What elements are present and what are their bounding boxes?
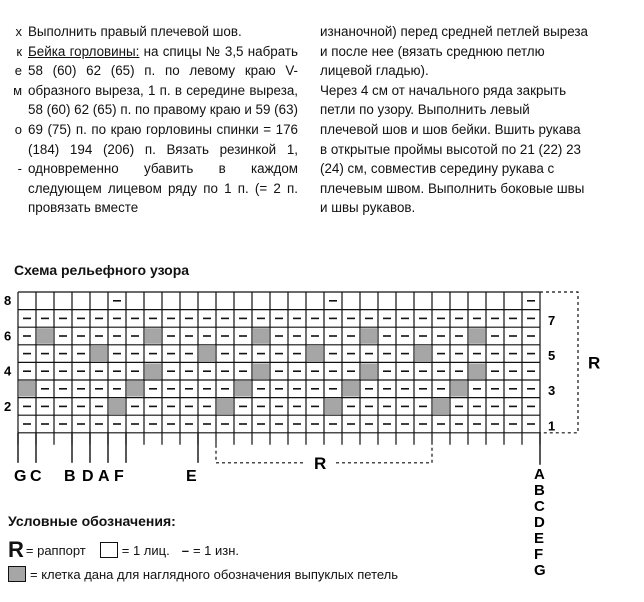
size-label: E [186, 467, 197, 485]
grey-cell [415, 346, 431, 362]
fragment-line: х [15, 24, 22, 39]
row-number-right: 7 [548, 312, 556, 328]
size-label: G [14, 467, 27, 485]
size-label: F [114, 467, 124, 485]
size-label: A [98, 467, 110, 485]
grey-cell [217, 399, 233, 415]
fragment-line: о [14, 121, 22, 137]
knit-square-icon [100, 542, 118, 558]
continuation-paragraph: изнаночной) перед средней петлей выреза и после нее (вязать среднюю петлю лицевой гладью). [320, 24, 588, 79]
fragment-line: м [13, 82, 22, 98]
text-column-1 [28, 22, 298, 218]
size-label: D [82, 467, 94, 485]
size-label-right: B [534, 481, 545, 499]
fragment-line: - [17, 161, 22, 177]
size-label-right: D [534, 513, 545, 531]
repeat-bracket-horizontal [216, 445, 306, 463]
text-column-2 [320, 22, 590, 218]
row-number-left: 2 [4, 398, 12, 414]
size-label-right: C [534, 497, 545, 515]
purl-symbol: – [181, 542, 189, 558]
grey-cell [361, 328, 377, 344]
grey-cell [469, 328, 485, 344]
grey-cell [307, 346, 323, 362]
grey-cell [469, 363, 485, 379]
repeat-label-horizontal: R [314, 453, 327, 473]
grey-cell [37, 328, 53, 344]
shoulder-seam-paragraph: Выполнить правый плечевой шов. [28, 24, 242, 39]
grey-cell [91, 346, 107, 362]
repeat-symbol: R [8, 537, 24, 562]
grey-cell [145, 363, 161, 379]
grey-legend-text: = клетка дана для наглядного обозначения выпуклых петель [30, 566, 399, 582]
grey-cell [19, 381, 35, 397]
row-number-right: 1 [548, 418, 556, 434]
grey-cell [145, 328, 161, 344]
purl-legend-text: = 1 изн. [192, 542, 240, 558]
size-label-right: F [534, 545, 544, 563]
grey-cell [433, 399, 449, 415]
neckband-heading: Бейка горловины: [28, 43, 140, 59]
repeat-bracket-vertical [540, 292, 578, 433]
chart-title: Схема рельефного узора [14, 262, 190, 278]
size-label: C [30, 467, 42, 485]
grey-cell [325, 399, 341, 415]
left-column-fragments [0, 22, 22, 179]
legend-row [8, 566, 398, 582]
grey-cell [253, 328, 269, 344]
legend-row [8, 537, 239, 563]
repeat-label-vertical: R [588, 353, 601, 373]
grey-cell [109, 399, 125, 415]
repeat-bracket-horizontal [336, 445, 432, 463]
grey-cell [253, 363, 269, 379]
knit-legend-text: = 1 лиц. [121, 542, 170, 558]
grey-cell [451, 381, 467, 397]
fragment-line: к [16, 43, 22, 59]
grey-cell [235, 381, 251, 397]
fragment-line: е [14, 63, 22, 79]
neckband-paragraph [28, 42, 298, 218]
row-number-right: 3 [548, 383, 556, 399]
row-number-left: 8 [4, 293, 12, 309]
size-label-right: E [534, 529, 545, 547]
fragment-line [0, 140, 22, 160]
grey-cell [343, 381, 359, 397]
size-label: B [64, 467, 76, 485]
row-number-right: 5 [548, 348, 556, 363]
neckband-text: на спицы № 3,5 набрать 58 (60) 62 (65) п. по левому краю V-образного выреза, 1 п. в середине выреза, 58 (60) 62 (65) п. по правому краю и 59 (63) 69 (75) п. по краю горловины спинки = 176 (184) 194 (206) п. Вязать резинкой 1, одновременно убавить в каждом следующем лицевом ряду по 1 п. (= 2 п. провязать вместе [28, 43, 298, 216]
grey-square-icon [8, 566, 26, 582]
size-label-right: A [534, 465, 545, 483]
legend-title: Условные обозначения: [8, 513, 176, 529]
fragment-line [0, 100, 22, 120]
size-label-right: G [534, 561, 546, 579]
grey-cell [127, 381, 143, 397]
finishing-paragraph: Через 4 см от начального ряда закрыть петли по узору. Выполнить левый плечевой шов и шов бейки. Вшить рукава в открытые проймы высотой по 21 (22) 23 (24) см, совместив середину рукава с плечевым швом. Выполнить боковые швы и швы рукавов. [320, 82, 585, 216]
grey-cell [199, 346, 215, 362]
row-number-left: 4 [4, 363, 12, 379]
repeat-legend-text: = раппорт [25, 542, 86, 558]
row-number-left: 6 [4, 328, 12, 344]
grey-cell [361, 363, 377, 379]
